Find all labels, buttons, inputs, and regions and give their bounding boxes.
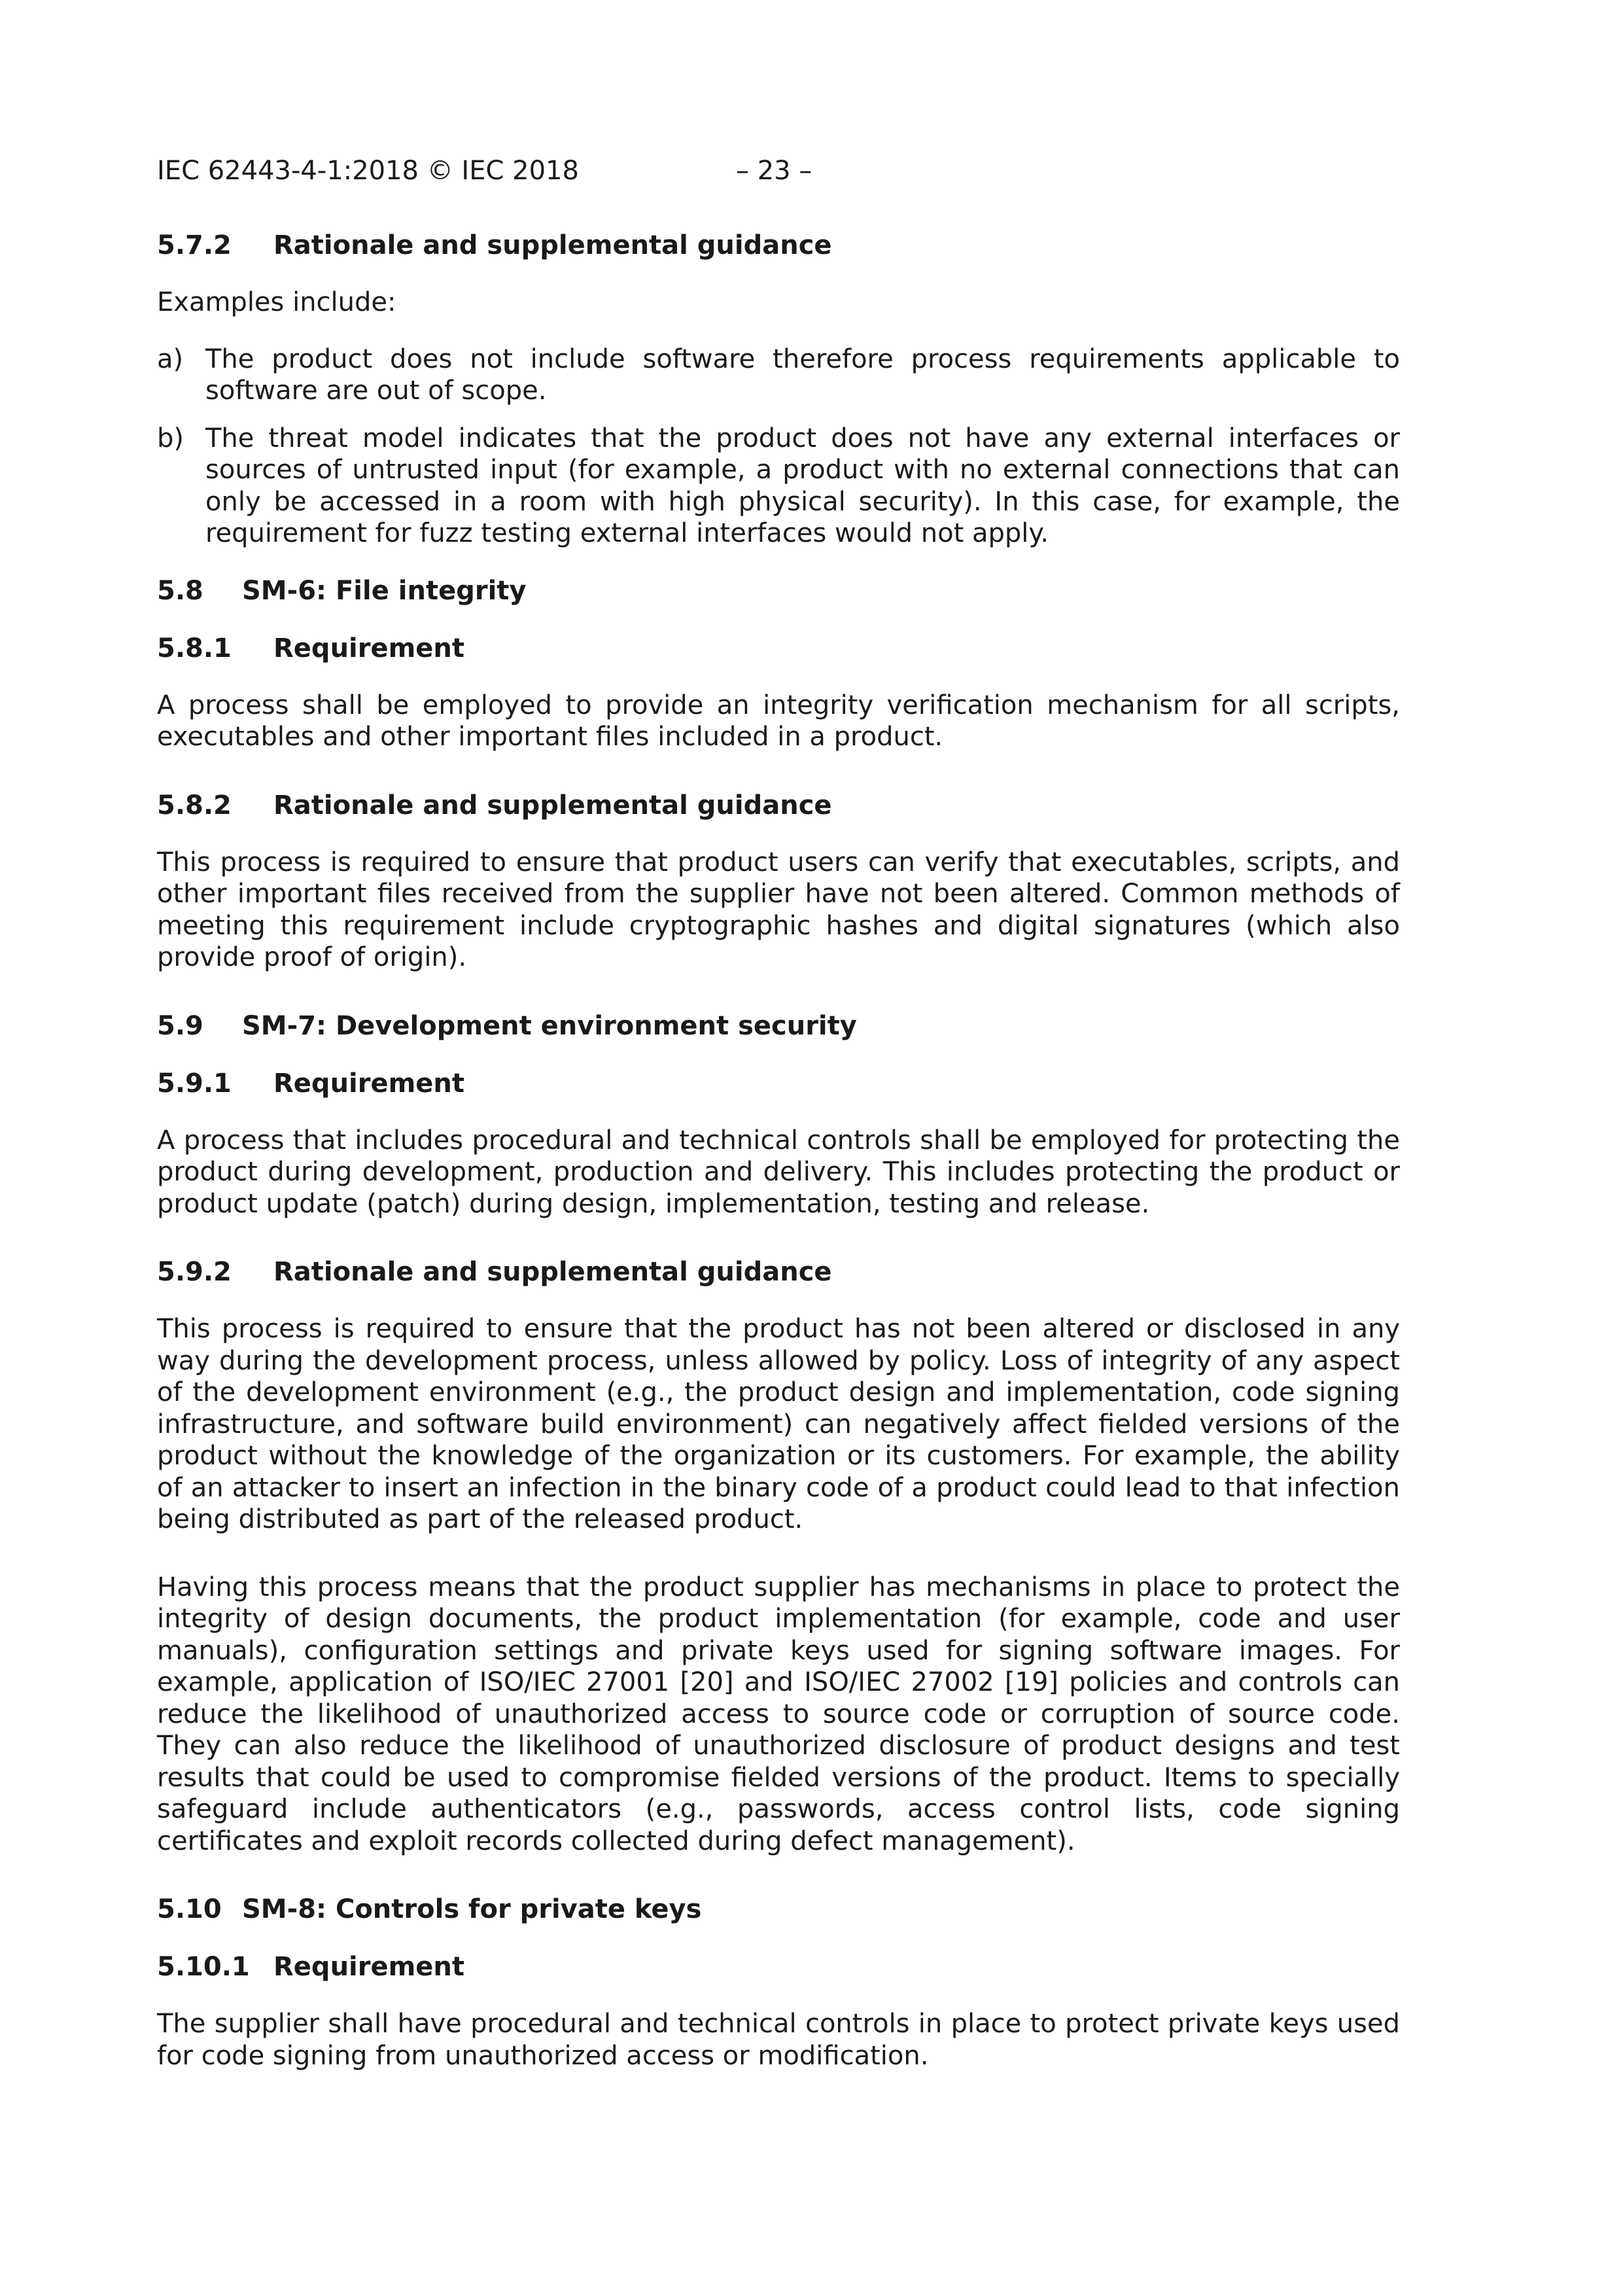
list-item-text: The product does not include software therefore process requirements applicable to software are out of scope. bbox=[205, 344, 1400, 406]
paragraph: Having this process means that the product supplier has mechanisms in place to protect the integrity of design documents, the product implementation (for example, code and user manuals), configuration settings and private keys used for signing software images. For example, application of ISO/IEC 27001 [20] and ISO/IEC 27002 [19] policies and controls can reduce the likelihood of unauthorized access to source code or corruption of source code. They can also reduce the likelihood of unauthorized disclosure of product designs and test results that could be used to compromise fielded versions of the product. Items to specially safeguard include authenticators (e.g., passwords, access control lists, code signing certificates and exploit records collected during defect management). bbox=[157, 1572, 1400, 1856]
section-title: SM-8: Controls for private keys bbox=[242, 1894, 702, 1924]
paragraph: A process shall be employed to provide an integrity verification mechanism for all scripts, executables and other important files included in a product. bbox=[157, 690, 1400, 752]
paragraph: This process is required to ensure that the product has not been altered or disclosed in any way during the development process, unless allowed by policy. Loss of integrity of any aspect of the development environment (e.g., the product design and implementation, code signing infrastructure, and software build environment) can negatively affect fielded versions of the product without the knowledge of the organization or its customers. For example, the ability of an attacker to insert an infection in the binary code of a product could lead to that infection being distributed as part of the released product. bbox=[157, 1314, 1400, 1534]
section-title: Rationale and supplemental guidance bbox=[273, 1257, 832, 1287]
list-item bbox=[157, 344, 1400, 407]
heading-5-9-2 bbox=[157, 1256, 1400, 1288]
page-number: – 23 – bbox=[736, 156, 812, 186]
paragraph: The supplier shall have procedural and technical controls in place to protect private keys used for code signing from unauthorized access or modification. bbox=[157, 2009, 1400, 2071]
section-number: 5.9.1 bbox=[157, 1068, 232, 1099]
heading-5-7-2 bbox=[157, 229, 1400, 262]
heading-5-8-2 bbox=[157, 789, 1400, 822]
heading-5-9 bbox=[157, 1010, 1400, 1042]
examples-list bbox=[157, 344, 1400, 550]
section-number: 5.10 bbox=[157, 1894, 222, 1924]
heading-5-10 bbox=[157, 1893, 1400, 1926]
section-number: 5.8.2 bbox=[157, 790, 232, 821]
document-identifier: IEC 62443-4-1:2018 © IEC 2018 bbox=[157, 156, 579, 186]
section-number: 5.10.1 bbox=[157, 1952, 250, 1982]
section-number: 5.8 bbox=[157, 575, 203, 606]
list-item-text: The threat model indicates that the product does not have any external interfaces or sources of untrusted input (for example, a product with no external connections that can only be accessed in a room with high physical security). In this case, for example, the requirement for fuzz testing external interfaces would not apply. bbox=[205, 423, 1400, 548]
paragraph: This process is required to ensure that product users can verify that executables, scripts, and other important files received from the supplier have not been altered. Common methods of meeting this requirement include cryptographic hashes and digital signatures (which also provide proof of origin). bbox=[157, 847, 1400, 972]
section-number: 5.7.2 bbox=[157, 230, 232, 260]
section-title: SM-7: Development environment security bbox=[242, 1010, 857, 1041]
section-title: Requirement bbox=[273, 633, 465, 663]
section-title: Rationale and supplemental guidance bbox=[273, 790, 832, 821]
section-number: 5.8.1 bbox=[157, 633, 232, 663]
paragraph: A process that includes procedural and technical controls shall be employed for protecting the product during development, production and delivery. This includes protecting the product or product update (patch) during design, implementation, testing and release. bbox=[157, 1125, 1400, 1219]
list-item bbox=[157, 423, 1400, 550]
document-body bbox=[157, 229, 1400, 2072]
heading-5-8-1 bbox=[157, 632, 1400, 665]
running-header bbox=[157, 154, 812, 187]
heading-5-10-1 bbox=[157, 1951, 1400, 1983]
heading-5-8 bbox=[157, 574, 1400, 607]
section-title: SM-6: File integrity bbox=[242, 575, 527, 606]
section-title: Requirement bbox=[273, 1952, 465, 1982]
examples-intro: Examples include: bbox=[157, 287, 396, 317]
section-title: Rationale and supplemental guidance bbox=[273, 230, 832, 260]
section-title: Requirement bbox=[273, 1068, 465, 1099]
section-number: 5.9.2 bbox=[157, 1257, 232, 1287]
section-number: 5.9 bbox=[157, 1010, 203, 1041]
list-marker: b) bbox=[157, 423, 184, 453]
list-marker: a) bbox=[157, 344, 184, 374]
heading-5-9-1 bbox=[157, 1067, 1400, 1100]
